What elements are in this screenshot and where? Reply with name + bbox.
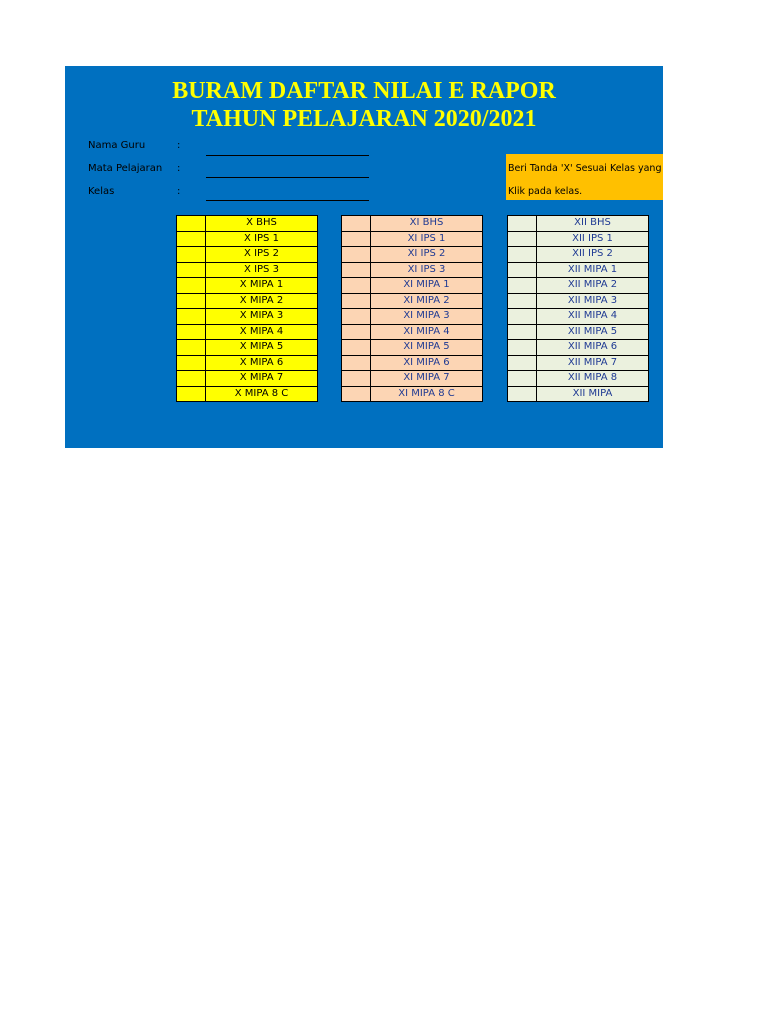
- class-name-cell[interactable]: XII IPS 2: [537, 247, 649, 263]
- class-name-cell[interactable]: XI MIPA 8 C: [371, 386, 483, 402]
- class-name-cell[interactable]: X MIPA 7: [206, 371, 318, 387]
- class-row: [508, 278, 649, 294]
- class-row: [342, 278, 483, 294]
- class-name-cell[interactable]: XII MIPA 8: [537, 371, 649, 387]
- class-name-cell[interactable]: XI MIPA 7: [371, 371, 483, 387]
- class-checkbox-cell[interactable]: [508, 216, 537, 232]
- class-checkbox-cell[interactable]: [508, 262, 537, 278]
- class-name-cell[interactable]: XII MIPA 3: [537, 293, 649, 309]
- class-name-cell[interactable]: X IPS 1: [206, 231, 318, 247]
- instruction-note: [506, 154, 663, 200]
- class-row: [508, 340, 649, 356]
- class-name-cell[interactable]: XI MIPA 3: [371, 309, 483, 325]
- grade-11-class-table: [341, 215, 483, 402]
- class-checkbox-cell[interactable]: [177, 262, 206, 278]
- class-row: [177, 216, 318, 232]
- class-checkbox-cell[interactable]: [342, 262, 371, 278]
- class-row: [342, 231, 483, 247]
- class-name-cell[interactable]: XII BHS: [537, 216, 649, 232]
- class-checkbox-cell[interactable]: [177, 309, 206, 325]
- class-checkbox-cell[interactable]: [177, 293, 206, 309]
- sheet-title-line1: BURAM DAFTAR NILAI E RAPOR: [172, 78, 556, 104]
- class-checkbox-cell[interactable]: [177, 216, 206, 232]
- class-row: [177, 309, 318, 325]
- class-name-cell[interactable]: X MIPA 2: [206, 293, 318, 309]
- class-checkbox-cell[interactable]: [342, 216, 371, 232]
- class-row: [508, 216, 649, 232]
- sheet-title-line2: TAHUN PELAJARAN 2020/2021: [191, 106, 537, 132]
- class-colon: :: [177, 186, 181, 197]
- class-name-cell[interactable]: XII MIPA 2: [537, 278, 649, 294]
- class-checkbox-cell[interactable]: [342, 340, 371, 356]
- class-checkbox-cell[interactable]: [177, 247, 206, 263]
- class-checkbox-cell[interactable]: [177, 231, 206, 247]
- class-row: [342, 386, 483, 402]
- teacher-name-label: Nama Guru: [88, 140, 146, 151]
- class-row: [508, 262, 649, 278]
- class-name-cell[interactable]: XII MIPA: [537, 386, 649, 402]
- class-name-cell[interactable]: XI MIPA 4: [371, 324, 483, 340]
- class-name-cell[interactable]: X IPS 3: [206, 262, 318, 278]
- class-checkbox-cell[interactable]: [508, 309, 537, 325]
- class-checkbox-cell[interactable]: [177, 340, 206, 356]
- class-row: [177, 386, 318, 402]
- class-checkbox-cell[interactable]: [177, 278, 206, 294]
- class-name-cell[interactable]: X MIPA 8 C: [206, 386, 318, 402]
- class-name-cell[interactable]: XII MIPA 7: [537, 355, 649, 371]
- class-checkbox-cell[interactable]: [508, 293, 537, 309]
- class-checkbox-cell[interactable]: [508, 386, 537, 402]
- class-row: [177, 278, 318, 294]
- class-checkbox-cell[interactable]: [342, 278, 371, 294]
- class-checkbox-cell[interactable]: [177, 371, 206, 387]
- class-checkbox-cell[interactable]: [508, 278, 537, 294]
- class-row: [508, 371, 649, 387]
- class-name-cell[interactable]: XII MIPA 6: [537, 340, 649, 356]
- class-row: [177, 262, 318, 278]
- class-row: [342, 216, 483, 232]
- class-name-cell[interactable]: X MIPA 3: [206, 309, 318, 325]
- class-row: [177, 340, 318, 356]
- class-name-cell[interactable]: XII MIPA 4: [537, 309, 649, 325]
- class-field[interactable]: [206, 200, 369, 201]
- class-row: [508, 247, 649, 263]
- class-name-cell[interactable]: X MIPA 4: [206, 324, 318, 340]
- class-checkbox-cell[interactable]: [342, 355, 371, 371]
- instruction-note-line1: Beri Tanda 'X' Sesuai Kelas yang: [508, 163, 662, 174]
- class-row: [508, 324, 649, 340]
- class-checkbox-cell[interactable]: [342, 247, 371, 263]
- class-name-cell[interactable]: X MIPA 6: [206, 355, 318, 371]
- class-row: [508, 386, 649, 402]
- class-checkbox-cell[interactable]: [508, 355, 537, 371]
- class-name-cell[interactable]: XI MIPA 6: [371, 355, 483, 371]
- subject-field[interactable]: [206, 177, 369, 178]
- class-row: [177, 371, 318, 387]
- class-checkbox-cell[interactable]: [342, 231, 371, 247]
- class-row: [342, 371, 483, 387]
- class-row: [342, 247, 483, 263]
- class-checkbox-cell[interactable]: [177, 355, 206, 371]
- class-row: [342, 293, 483, 309]
- class-checkbox-cell[interactable]: [177, 386, 206, 402]
- class-row: [508, 293, 649, 309]
- class-name-cell[interactable]: XI MIPA 5: [371, 340, 483, 356]
- class-row: [508, 231, 649, 247]
- class-name-cell[interactable]: XI IPS 3: [371, 262, 483, 278]
- instruction-note-line2: Klik pada kelas.: [508, 186, 583, 197]
- class-checkbox-cell[interactable]: [342, 371, 371, 387]
- teacher-name-colon: :: [177, 140, 181, 151]
- class-row: [342, 262, 483, 278]
- class-row: [342, 324, 483, 340]
- class-row: [342, 309, 483, 325]
- class-name-cell[interactable]: X MIPA 5: [206, 340, 318, 356]
- class-row: [342, 355, 483, 371]
- class-checkbox-cell[interactable]: [342, 324, 371, 340]
- grade-10-class-table: [176, 215, 318, 402]
- grade-12-class-table: [507, 215, 649, 402]
- class-label: Kelas: [88, 186, 115, 197]
- class-row: [177, 293, 318, 309]
- class-checkbox-cell[interactable]: [342, 293, 371, 309]
- class-checkbox-cell[interactable]: [342, 309, 371, 325]
- class-checkbox-cell[interactable]: [508, 231, 537, 247]
- class-row: [508, 355, 649, 371]
- class-name-cell[interactable]: XII MIPA 1: [537, 262, 649, 278]
- class-checkbox-cell[interactable]: [508, 340, 537, 356]
- class-name-cell[interactable]: XII IPS 1: [537, 231, 649, 247]
- class-name-cell[interactable]: XI BHS: [371, 216, 483, 232]
- class-name-cell[interactable]: XI IPS 2: [371, 247, 483, 263]
- teacher-name-field[interactable]: [206, 155, 369, 156]
- report-sheet: [65, 66, 663, 448]
- class-row: [508, 309, 649, 325]
- class-checkbox-cell[interactable]: [508, 247, 537, 263]
- class-checkbox-cell[interactable]: [508, 371, 537, 387]
- class-name-cell[interactable]: X IPS 2: [206, 247, 318, 263]
- class-row: [177, 231, 318, 247]
- class-checkbox-cell[interactable]: [342, 386, 371, 402]
- class-row: [342, 340, 483, 356]
- subject-colon: :: [177, 163, 181, 174]
- class-name-cell[interactable]: XI IPS 1: [371, 231, 483, 247]
- class-checkbox-cell[interactable]: [177, 324, 206, 340]
- class-row: [177, 324, 318, 340]
- class-name-cell[interactable]: XI MIPA 2: [371, 293, 483, 309]
- subject-label: Mata Pelajaran: [88, 163, 163, 174]
- class-name-cell[interactable]: XI MIPA 1: [371, 278, 483, 294]
- class-name-cell[interactable]: X BHS: [206, 216, 318, 232]
- class-checkbox-cell[interactable]: [508, 324, 537, 340]
- class-row: [177, 247, 318, 263]
- class-name-cell[interactable]: X MIPA 1: [206, 278, 318, 294]
- class-name-cell[interactable]: XII MIPA 5: [537, 324, 649, 340]
- class-row: [177, 355, 318, 371]
